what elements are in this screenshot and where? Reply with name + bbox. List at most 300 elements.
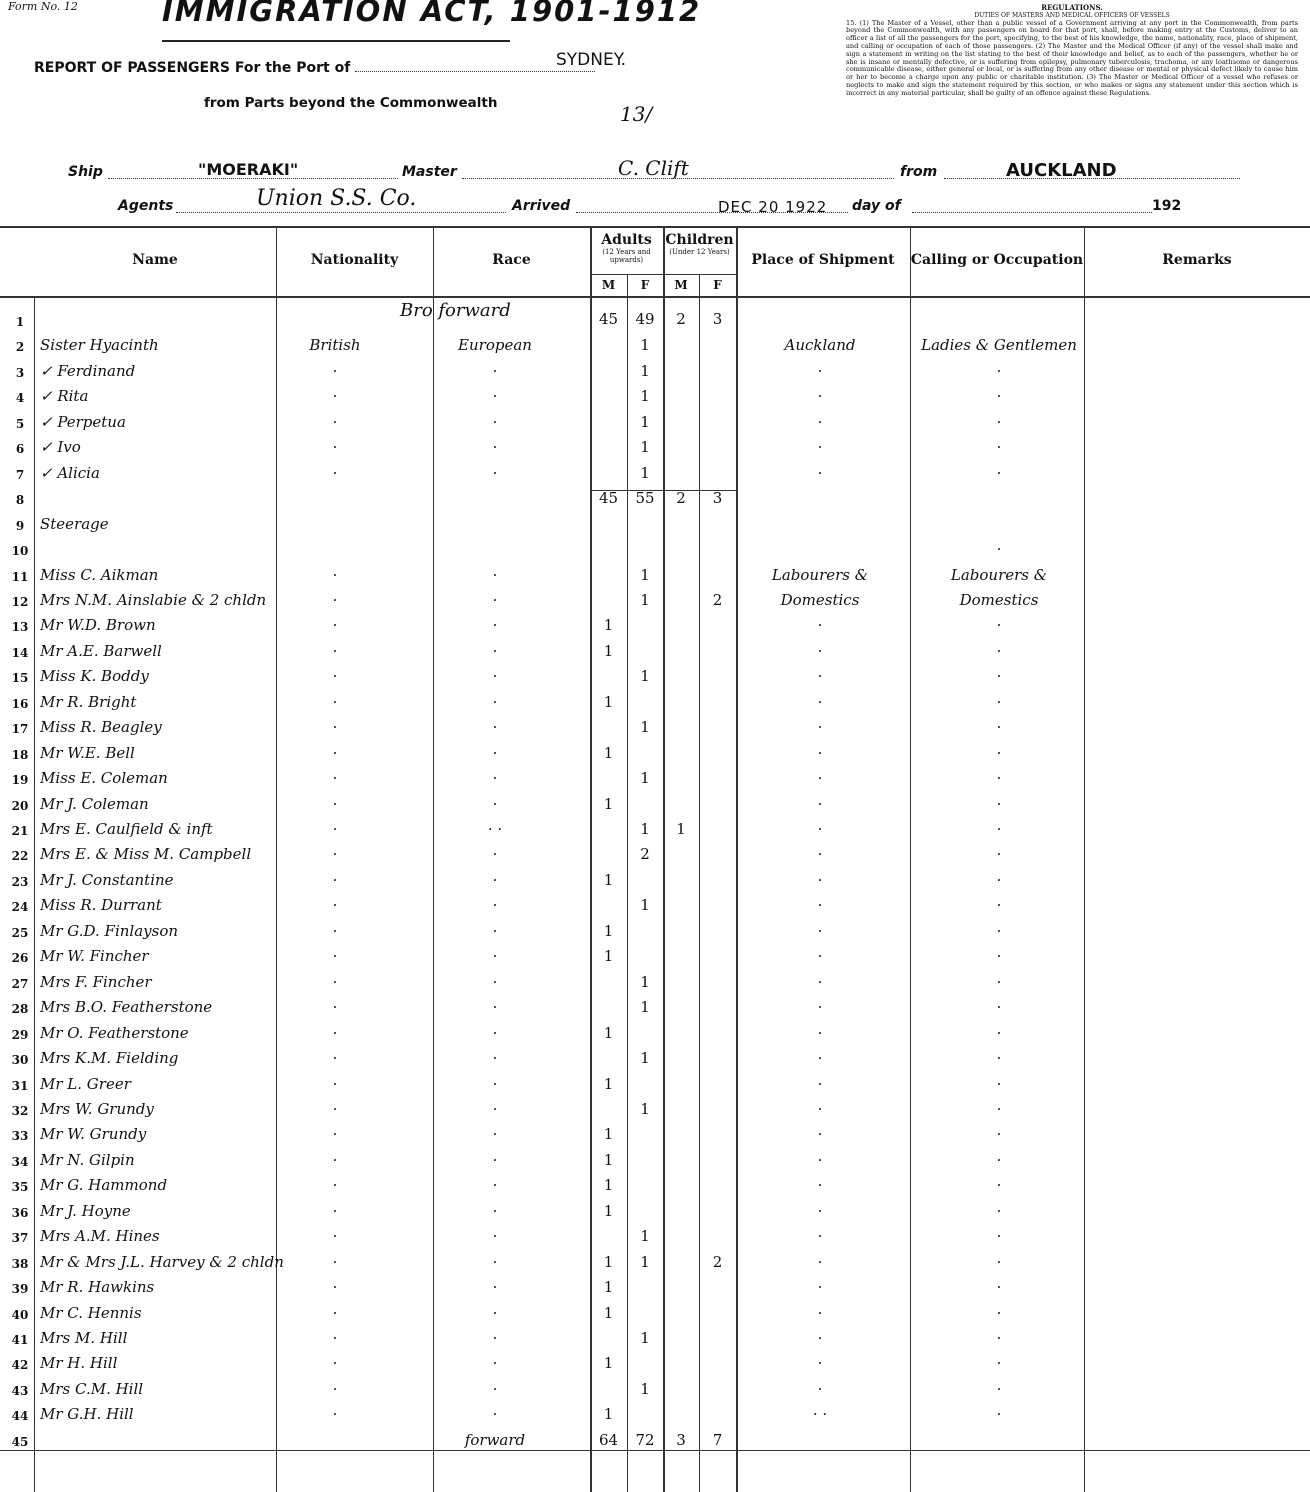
shipment-col-line xyxy=(910,228,911,1492)
row-number: 15 xyxy=(11,671,29,686)
nationality-cell: · xyxy=(332,998,338,1017)
col-header-occupation: Calling or Occupation xyxy=(910,252,1084,268)
nationality-cell: · xyxy=(332,616,338,635)
adults-f-cell: 1 xyxy=(640,998,650,1017)
shipment-cell: · xyxy=(817,769,823,788)
col-header-nationality: Nationality xyxy=(310,252,399,268)
race-cell: · xyxy=(492,743,498,762)
passenger-name: Mrs E. Caulfield & inft xyxy=(40,820,213,838)
passenger-name: Mr W. Grundy xyxy=(40,1125,147,1144)
occupation-cell: · xyxy=(996,1354,1002,1373)
shipment-cell: · xyxy=(817,1099,823,1118)
occupation-cell: · xyxy=(996,361,1002,380)
shipment-cell: · xyxy=(817,1049,823,1068)
row-number: 6 xyxy=(15,442,25,457)
table-top-rule xyxy=(0,226,1310,228)
bf-adults-f: 49 xyxy=(635,310,655,328)
race-cell: · xyxy=(492,921,498,940)
occupation-cell: · xyxy=(996,769,1002,788)
arrived-stamp: DEC 20 1922 xyxy=(718,198,828,216)
nationality-cell: · xyxy=(332,387,338,406)
race-cell: European xyxy=(458,336,532,355)
passenger-name: Miss K. Boddy xyxy=(40,667,149,686)
occupation-cell: · xyxy=(996,1049,1002,1068)
nationality-cell: · xyxy=(332,1150,338,1169)
shipment-cell: · xyxy=(817,1150,823,1169)
shipment-cell: · xyxy=(817,947,823,966)
nationality-cell: · xyxy=(332,947,338,966)
adults-f-cell: 1 xyxy=(640,590,650,609)
shipment-cell: · xyxy=(817,845,823,864)
occupation-cell: · xyxy=(996,1379,1002,1398)
row-number: 19 xyxy=(11,773,29,788)
row-number: 36 xyxy=(11,1205,29,1220)
shipment-cell: · xyxy=(817,1227,823,1246)
nationality-cell: · xyxy=(332,1125,338,1144)
nationality-cell: · xyxy=(332,921,338,940)
shipment-cell: · xyxy=(817,1329,823,1347)
passenger-name: Mrs F. Fincher xyxy=(40,972,152,991)
occupation-cell: · xyxy=(996,1227,1002,1246)
adults-f-cell: 1 xyxy=(640,565,650,584)
row-number: 24 xyxy=(11,900,29,915)
race-cell: · xyxy=(492,565,498,584)
occupation-cell: Domestics xyxy=(959,590,1039,609)
row-number: 13 xyxy=(11,620,29,635)
adults-f-cell: 1 xyxy=(640,463,650,482)
race-cell: · xyxy=(492,1099,498,1118)
nationality-cell: British xyxy=(309,336,361,355)
adults-mf-line xyxy=(627,274,628,1492)
shipment-cell: Domestics xyxy=(780,590,860,609)
adults-f-cell: 72 xyxy=(635,1430,655,1449)
regulations-subheading: DUTIES OF MASTERS AND MEDICAL OFFICERS OF VESSELS xyxy=(974,11,1170,19)
row-number: 29 xyxy=(11,1027,29,1042)
shipment-cell: · xyxy=(817,972,823,991)
row-number: 4 xyxy=(15,391,25,406)
race-cell: · xyxy=(492,1303,498,1322)
nationality-cell: · xyxy=(332,820,338,838)
row-number: 22 xyxy=(11,849,29,864)
occupation-cell: · xyxy=(996,387,1002,406)
race-cell: · xyxy=(492,896,498,915)
children-f-cell: 2 xyxy=(712,590,723,609)
shipment-cell: · · xyxy=(812,1405,828,1424)
shipment-cell: · xyxy=(817,412,823,431)
row-number: 38 xyxy=(11,1256,29,1271)
race-cell: · xyxy=(492,1379,498,1398)
children-m-cell: 1 xyxy=(676,820,686,838)
children-mf-line xyxy=(699,274,700,1492)
race-cell: · xyxy=(492,845,498,864)
shipment-cell: · xyxy=(817,1125,823,1144)
adults-f-cell: 2 xyxy=(640,845,650,864)
race-cell: · xyxy=(492,641,498,660)
adults-m-cell: 1 xyxy=(603,692,614,711)
nationality-cell: · xyxy=(332,361,338,380)
passenger-name: Mrs C.M. Hill xyxy=(40,1379,144,1398)
passenger-name: Mr & Mrs J.L. Harvey & 2 chldn xyxy=(40,1252,284,1271)
row-number: 30 xyxy=(11,1053,29,1068)
footer-rule xyxy=(0,1450,1310,1451)
nationality-cell: · xyxy=(332,718,338,737)
shipment-cell: · xyxy=(817,1201,823,1220)
adults-m-cell: 1 xyxy=(603,947,614,966)
adults-f-cell: 1 xyxy=(640,972,650,991)
children-m-cell: 3 xyxy=(676,1430,686,1449)
race-cell: · xyxy=(492,718,498,737)
race-cell: · xyxy=(492,1405,498,1424)
race-cell: · xyxy=(492,947,498,966)
row-number: 43 xyxy=(11,1383,29,1398)
passenger-name: Mr W.D. Brown xyxy=(40,616,156,635)
nationality-cell: · xyxy=(332,769,338,788)
rownum-col-line xyxy=(34,298,35,1492)
adults-f-cell: 1 xyxy=(640,387,650,406)
race-cell: · xyxy=(492,1049,498,1068)
occupation-cell: · xyxy=(996,794,1002,813)
occupation-cell: Labourers & xyxy=(950,565,1048,584)
agents-label: Agents xyxy=(118,198,174,214)
row-number: 37 xyxy=(11,1231,29,1246)
adults-m-cell: 1 xyxy=(603,794,614,813)
passenger-name: Mr G. Hammond xyxy=(40,1176,168,1195)
race-cell: · xyxy=(492,616,498,635)
adults-m-cell: 1 xyxy=(603,1303,614,1322)
adults-f-cell: 55 xyxy=(635,489,655,508)
row-number: 10 xyxy=(11,544,29,559)
occupation-cell: · xyxy=(996,845,1002,864)
shipment-cell: · xyxy=(817,616,823,635)
passenger-name: Sister Hyacinth xyxy=(40,336,159,355)
row-number: 12 xyxy=(11,594,29,609)
row-number: 25 xyxy=(11,925,29,940)
nationality-cell: · xyxy=(332,743,338,762)
shipment-cell: · xyxy=(817,438,823,457)
adults-f-cell: 1 xyxy=(640,336,650,355)
adults-m-cell: 1 xyxy=(603,743,614,762)
row-number: 34 xyxy=(11,1154,29,1169)
adults-m-cell: 1 xyxy=(603,1405,614,1424)
bf-children-f: 3 xyxy=(712,310,723,328)
row-number: 33 xyxy=(11,1129,29,1144)
race-cell: · xyxy=(492,794,498,813)
title-rule xyxy=(162,40,510,42)
adults-m-cell: 1 xyxy=(603,1023,614,1042)
adults-f-cell: 1 xyxy=(640,438,650,457)
shipment-cell: · xyxy=(817,387,823,406)
occupation-cell: · xyxy=(996,1252,1002,1271)
shipment-cell: · xyxy=(817,743,823,762)
row-number: 27 xyxy=(11,976,29,991)
adults-f-cell: 1 xyxy=(640,1049,650,1068)
passenger-name: Mr N. Gilpin xyxy=(40,1150,135,1169)
race-cell: · xyxy=(492,972,498,991)
occupation-cell: · xyxy=(996,463,1002,482)
adults-m-cell: 1 xyxy=(603,870,614,889)
occupation-cell: · xyxy=(996,1150,1002,1169)
occupation-cell: · xyxy=(996,1099,1002,1118)
adults-m-cell: 1 xyxy=(603,921,614,940)
occupation-cell: · xyxy=(996,1125,1002,1144)
adults-m-cell: 1 xyxy=(603,1125,614,1144)
race-cell: · xyxy=(492,1227,498,1246)
adults-f-cell: 1 xyxy=(640,896,650,915)
adults-f-cell: 1 xyxy=(640,412,650,431)
nationality-cell: · xyxy=(332,1354,338,1373)
shipment-cell: · xyxy=(817,794,823,813)
row-number: 3 xyxy=(15,365,25,380)
passenger-name: Mr J. Hoyne xyxy=(40,1201,131,1220)
passenger-name: Mrs E. & Miss M. Campbell xyxy=(40,845,252,864)
occupation-cell: · xyxy=(996,1023,1002,1042)
row-number: 42 xyxy=(11,1358,29,1373)
master-label: Master xyxy=(402,164,457,180)
race-col-line xyxy=(590,228,592,1492)
day-dots xyxy=(912,194,1152,213)
adults-m-cell: 1 xyxy=(603,616,614,635)
day-of-label: day of xyxy=(852,198,901,214)
nationality-cell: · xyxy=(332,1074,338,1093)
nationality-cell: · xyxy=(332,412,338,431)
passenger-name: Mrs A.M. Hines xyxy=(40,1227,160,1246)
occupation-cell: · xyxy=(996,820,1002,838)
shipment-cell: · xyxy=(817,820,823,838)
occupation-cell: · xyxy=(996,1278,1002,1297)
col-header-children-m: M xyxy=(674,278,688,292)
passenger-name: Mr W.E. Bell xyxy=(40,743,135,762)
shipment-cell: Auckland xyxy=(784,336,856,355)
port-value: SYDNEY. xyxy=(556,50,627,70)
adults-f-cell: 1 xyxy=(640,769,650,788)
from-port: AUCKLAND xyxy=(1006,160,1117,181)
col-header-children: Children (Under 12 Years) xyxy=(665,232,734,256)
regulations-text: 15. (1) The Master of a Vessel, other than a public vessel of a Government arriving at any port in the Commonwealth, from parts beyond the Commonwealth, with any passengers on board for that port, shall, before making entry at the Customs, deliver to an officer a list of all the passengers for the port, specifying, to the best of his knowledge, the name, nationality, race, place of shipment, and calling or occupation of each of those passengers. (2) The Master and the Medical Officer (if any) of the vessel shall make and sign a statement in writing on the list stating to the best of their knowledge and belief, as to each of the passengers, whether he or she is insane or mentally defective, or is suffering from epilepsy, pulmonary tuberculosis, trachoma, or any loathsome or dangerous communicable disease, either general or local, or is suffering from any other disease or mental or physical defect likely to cause him or her to become a charge upon any public or charitable institution. (3) The Master or Medical Officer of a vessel who refuses or neglects to make and sign the statement required by this section, or who makes or signs any statement under this section which is incorrect in any material particular, shall be guilty of an offence against these Regulations. xyxy=(846,18,1298,97)
passenger-name: Mr H. Hill xyxy=(40,1354,118,1373)
nationality-cell: · xyxy=(332,1303,338,1322)
occupation-col-line xyxy=(1084,228,1085,1492)
col-header-shipment: Place of Shipment xyxy=(751,252,895,268)
passenger-name: Mr O. Featherstone xyxy=(40,1023,189,1042)
occupation-cell: · xyxy=(996,1074,1002,1093)
nationality-cell: · xyxy=(332,463,338,482)
passenger-name: Mrs K.M. Fielding xyxy=(40,1049,179,1068)
passenger-name: Mr L. Greer xyxy=(40,1074,131,1093)
race-cell: · · xyxy=(487,820,503,838)
row-number: 31 xyxy=(11,1078,29,1093)
row-number: 21 xyxy=(11,824,29,838)
nat-col-line xyxy=(433,228,434,1492)
nationality-cell: · xyxy=(332,1329,338,1347)
adults-m-cell: 1 xyxy=(603,1354,614,1373)
col-header-adults: Adults (12 Years and upwards) xyxy=(601,232,652,264)
from-label: from xyxy=(900,164,938,180)
passenger-name: ✓ Rita xyxy=(40,387,89,406)
row-number: 7 xyxy=(15,467,25,482)
shipment-cell: · xyxy=(817,667,823,686)
row-number: 18 xyxy=(11,747,29,762)
occupation-cell: · xyxy=(996,667,1002,686)
nationality-cell: · xyxy=(332,972,338,991)
occupation-cell: · xyxy=(996,998,1002,1017)
children-f-cell: 2 xyxy=(712,1252,723,1271)
form-number: Form No. 12 xyxy=(8,0,78,13)
passenger-name: Mr J. Constantine xyxy=(40,870,174,889)
shipment-cell: · xyxy=(817,692,823,711)
row-number: 2 xyxy=(15,340,25,355)
ship-name: "MOERAKI" xyxy=(198,160,299,179)
passenger-name: Mr G.H. Hill xyxy=(40,1405,134,1424)
adults-m-cell: 64 xyxy=(598,1430,619,1449)
nationality-cell: · xyxy=(332,641,338,660)
passenger-name: Miss R. Beagley xyxy=(40,718,162,737)
occupation-cell: · xyxy=(996,1201,1002,1220)
occupation-cell: · xyxy=(996,438,1002,457)
passenger-name: Mr R. Bright xyxy=(40,692,137,711)
race-cell: · xyxy=(492,590,498,609)
row-number: 35 xyxy=(11,1180,29,1195)
occupation-cell: · xyxy=(996,896,1002,915)
shipment-cell: · xyxy=(817,1278,823,1297)
adults-f-cell: 1 xyxy=(640,667,650,686)
nationality-cell: · xyxy=(332,590,338,609)
row-number: 32 xyxy=(11,1103,29,1118)
adults-m-cell: 1 xyxy=(603,1252,614,1271)
row-number: 17 xyxy=(11,722,29,737)
passenger-name: Mrs B.O. Featherstone xyxy=(40,998,213,1017)
passenger-name: Mr W. Fincher xyxy=(40,947,149,966)
occupation-cell: · xyxy=(996,972,1002,991)
occupation-cell: · xyxy=(996,692,1002,711)
nationality-cell: · xyxy=(332,1176,338,1195)
shipment-cell: · xyxy=(817,1379,823,1398)
col-header-remarks: Remarks xyxy=(1162,252,1232,268)
occupation-cell: · xyxy=(996,616,1002,635)
adults-f-cell: 1 xyxy=(640,1099,650,1118)
race-cell: · xyxy=(492,1354,498,1373)
row-number: 26 xyxy=(11,951,29,966)
row-number: 40 xyxy=(11,1307,29,1322)
shipment-cell: · xyxy=(817,998,823,1017)
passenger-name: ✓ Ferdinand xyxy=(40,361,136,380)
row-number: 23 xyxy=(11,874,29,889)
year-label: 192 xyxy=(1152,198,1182,214)
bf-children-m: 2 xyxy=(676,310,686,328)
race-cell: · xyxy=(492,1176,498,1195)
race-cell: · xyxy=(492,387,498,406)
shipment-cell: · xyxy=(817,1252,823,1271)
shipment-cell: · xyxy=(817,1074,823,1093)
regulations-heading: REGULATIONS. xyxy=(1041,3,1103,12)
adults-m-cell: 1 xyxy=(603,1074,614,1093)
occupation-cell: · xyxy=(996,1405,1002,1424)
nationality-cell: · xyxy=(332,870,338,889)
col-header-name: Name xyxy=(132,252,178,268)
passenger-name: Mrs N.M. Ainslabie & 2 chldn xyxy=(40,590,267,609)
shipment-cell: · xyxy=(817,870,823,889)
passenger-name: Mr C. Hennis xyxy=(40,1303,142,1322)
adults-f-cell: 1 xyxy=(640,1379,650,1398)
race-cell: forward xyxy=(464,1430,526,1449)
bf-adults-m: 45 xyxy=(598,310,619,328)
passenger-name: Mr A.E. Barwell xyxy=(40,641,162,660)
occupation-cell: · xyxy=(996,870,1002,889)
race-cell: · xyxy=(492,1150,498,1169)
adults-f-cell: 1 xyxy=(640,820,650,838)
race-cell: · xyxy=(492,438,498,457)
nationality-cell: · xyxy=(332,896,338,915)
passenger-name: ✓ Perpetua xyxy=(40,412,126,431)
adults-f-cell: 1 xyxy=(640,1227,650,1246)
occupation-cell: · xyxy=(996,718,1002,737)
nationality-cell: · xyxy=(332,1379,338,1398)
race-cell: · xyxy=(492,1125,498,1144)
row-number: 45 xyxy=(11,1434,29,1449)
nationality-cell: · xyxy=(332,565,338,584)
race-cell: · xyxy=(492,1278,498,1297)
shipment-cell: · xyxy=(817,361,823,380)
ship-label: Ship xyxy=(68,164,103,180)
nationality-cell: · xyxy=(332,667,338,686)
row-number: 11 xyxy=(11,569,29,584)
occupation-cell: · xyxy=(996,1329,1002,1347)
race-cell: · xyxy=(492,1201,498,1220)
shipment-cell: · xyxy=(817,718,823,737)
nationality-cell: · xyxy=(332,438,338,457)
passenger-name: Mr G.D. Finlayson xyxy=(40,921,179,940)
port-dots xyxy=(355,71,595,72)
occupation-cell: · xyxy=(996,540,1002,559)
race-cell: · xyxy=(492,692,498,711)
shipment-cell: · xyxy=(817,1354,823,1373)
passenger-name: ✓ Alicia xyxy=(40,463,100,482)
race-cell: · xyxy=(492,463,498,482)
nationality-cell: · xyxy=(332,1278,338,1297)
row-number: 28 xyxy=(11,1002,29,1017)
passenger-name: Mr J. Coleman xyxy=(40,794,149,813)
passenger-name: Mrs W. Grundy xyxy=(40,1099,154,1118)
adults-f-cell: 1 xyxy=(640,1329,650,1347)
row-number: 5 xyxy=(15,416,25,431)
children-m-cell: 2 xyxy=(676,489,686,508)
occupation-cell: · xyxy=(996,947,1002,966)
shipment-cell: · xyxy=(817,1176,823,1195)
report-label: REPORT OF PASSENGERS For the Port of xyxy=(34,60,595,76)
row-number: 9 xyxy=(15,518,25,533)
row-number: 8 xyxy=(15,493,25,508)
row-number: 44 xyxy=(11,1409,29,1424)
passenger-name: Steerage xyxy=(40,514,109,533)
occupation-cell: Ladies & Gentlemen xyxy=(921,336,1077,355)
adults-col-line xyxy=(663,228,665,1492)
nationality-cell: · xyxy=(332,1227,338,1246)
shipment-cell: · xyxy=(817,463,823,482)
row-number: 41 xyxy=(11,1333,29,1347)
brought-forward-label: Bro forward xyxy=(400,300,511,321)
nationality-cell: · xyxy=(332,1023,338,1042)
shipment-cell: · xyxy=(817,896,823,915)
passenger-name: Miss E. Coleman xyxy=(40,769,168,788)
nationality-cell: · xyxy=(332,1201,338,1220)
occupation-cell: · xyxy=(996,1303,1002,1322)
race-cell: · xyxy=(492,870,498,889)
row-number: 14 xyxy=(11,645,29,660)
shipment-cell: · xyxy=(817,1023,823,1042)
race-cell: · xyxy=(492,412,498,431)
adults-m-cell: 1 xyxy=(603,641,614,660)
nationality-cell: · xyxy=(332,1405,338,1424)
shipment-cell: · xyxy=(817,921,823,940)
